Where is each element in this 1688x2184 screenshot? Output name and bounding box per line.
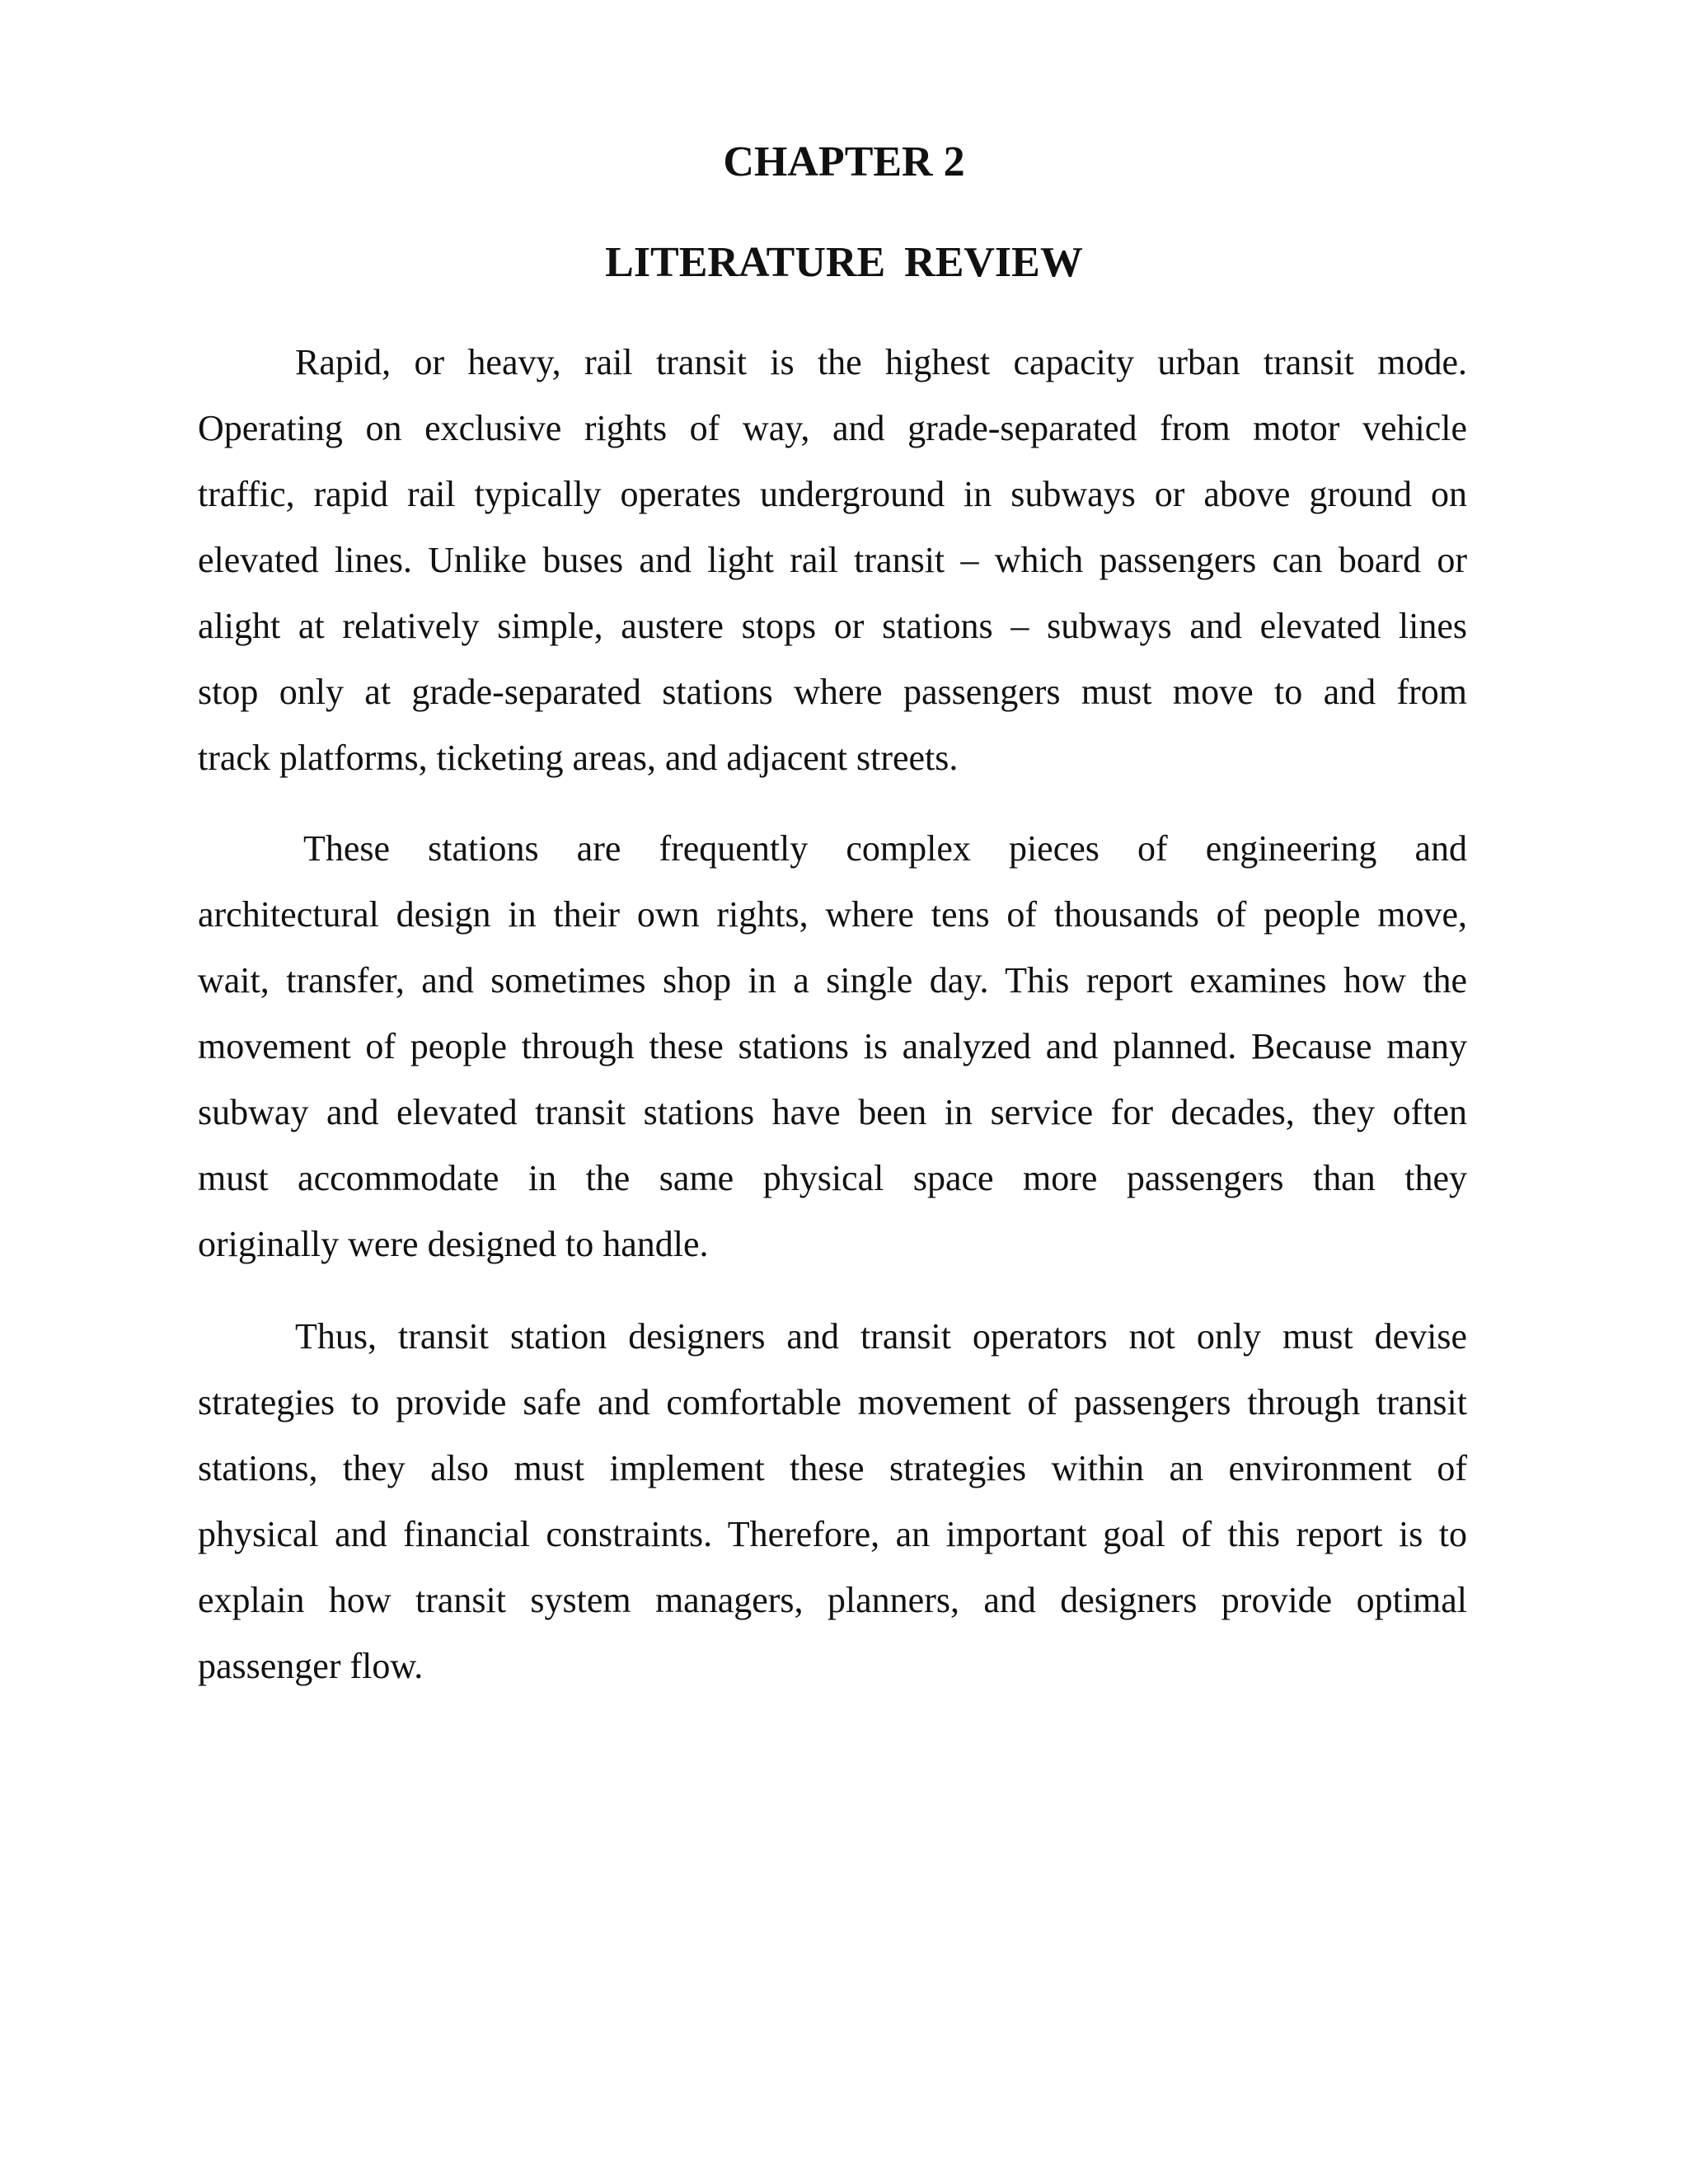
text-line: Thus, transit station designers and transit operators not only must devise: [295, 1316, 1467, 1357]
text-line: elevated lines. Unlike buses and light rail transit – which passengers can board or: [198, 540, 1467, 580]
text-line: architectural design in their own rights, where tens of thousands of people move,: [198, 894, 1467, 935]
chapter-heading: CHAPTER 2: [723, 138, 965, 185]
paragraph-2: [198, 816, 1467, 1277]
text-line: physical and financial constraints. Therefore, an important goal of this report is to: [198, 1514, 1467, 1554]
text-line: originally were designed to handle.: [198, 1224, 709, 1264]
text-line: must accommodate in the same physical space more passengers than they: [198, 1158, 1467, 1198]
text-line: These stations are frequently complex pieces of engineering and: [303, 828, 1467, 869]
text-line: subway and elevated transit stations have been in service for decades, they often: [198, 1092, 1467, 1132]
text-line: stations, they also must implement these strategies within an environment of: [198, 1448, 1467, 1488]
text-line: traffic, rapid rail typically operates underground in subways or above ground on: [198, 474, 1467, 514]
text-line: movement of people through these stations is analyzed and planned. Because many: [198, 1026, 1467, 1066]
text-line: Rapid, or heavy, rail transit is the highest capacity urban transit mode.: [295, 342, 1467, 382]
paragraph-3: [198, 1304, 1467, 1699]
paragraph-1: [198, 330, 1467, 791]
text-line: explain how transit system managers, planners, and designers provide optimal: [198, 1580, 1467, 1620]
text-line: track platforms, ticketing areas, and adjacent streets.: [198, 738, 959, 778]
text-line: alight at relatively simple, austere stops or stations – subways and elevated lines: [198, 606, 1467, 646]
text-line: wait, transfer, and sometimes shop in a single day. This report examines how the: [198, 960, 1467, 1001]
text-line: strategies to provide safe and comfortable movement of passengers through transit: [198, 1382, 1467, 1422]
chapter-title: LITERATURE REVIEW: [605, 239, 1083, 286]
text-line: passenger flow.: [198, 1646, 424, 1686]
text-line: Operating on exclusive rights of way, and grade-separated from motor vehicle: [198, 408, 1467, 448]
text-line: stop only at grade-separated stations where passengers must move to and from: [198, 672, 1467, 712]
